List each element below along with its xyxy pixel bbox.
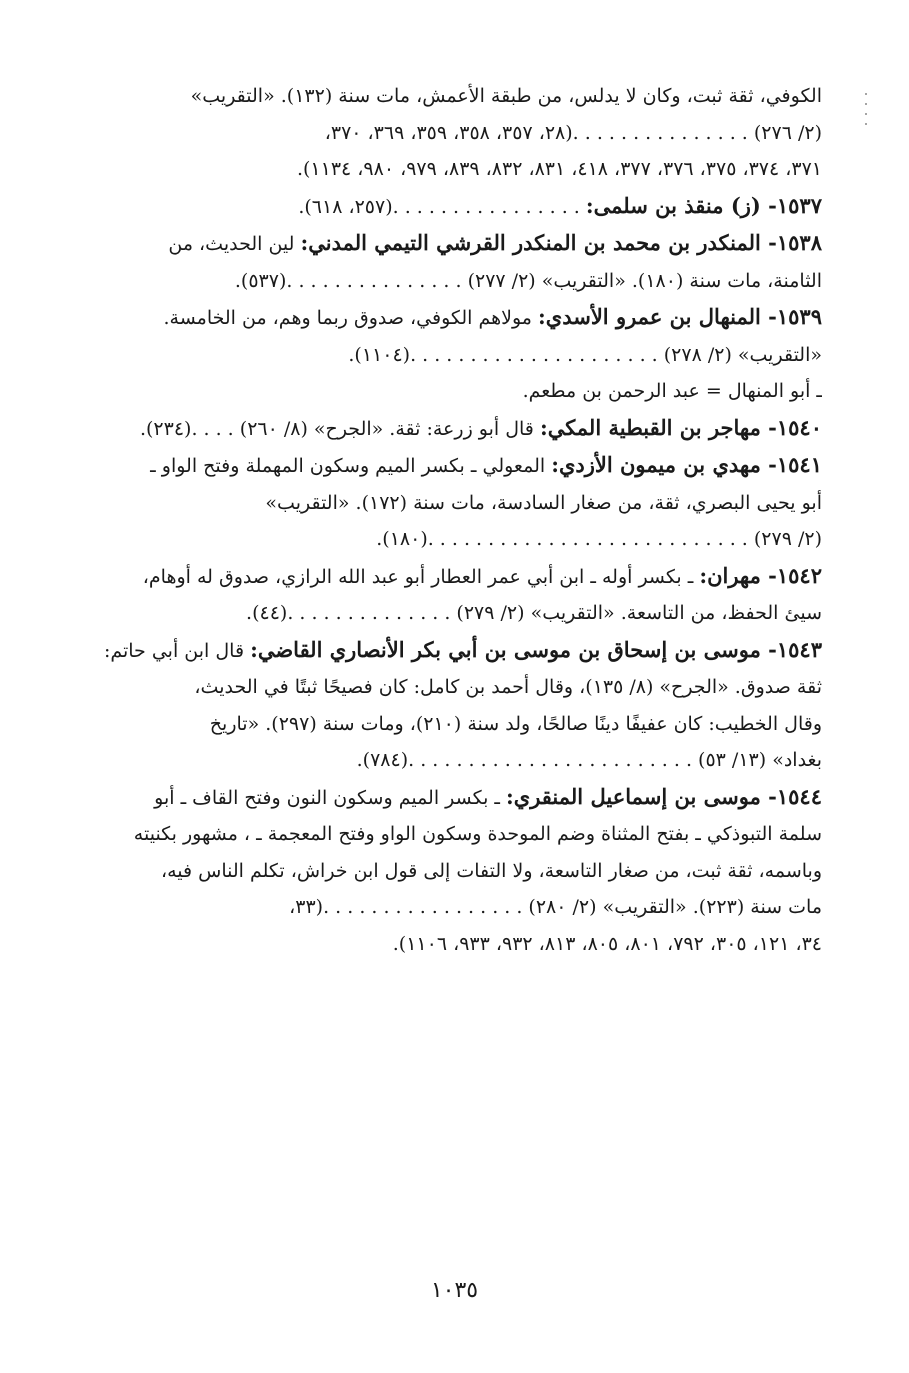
margin-specks bbox=[865, 85, 871, 145]
text-line: الكوفي، ثقة ثبت، وكان لا يدلس، من طبقة الأعمش، مات سنة (١٣٢). «التقريب» bbox=[190, 85, 822, 107]
entry-heading-line bbox=[100, 299, 822, 337]
narrator-name: مهاجر بن القبطية المكي: bbox=[539, 414, 761, 440]
text-line: سلمة التبوذكي ـ بفتح المثناة وضم الموحدة وسكون الواو وفتح المعجمة ـ ، مشهور بكنيته bbox=[133, 823, 822, 845]
text-line: أبو يحيى البصري، ثقة، من صغار السادسة، مات سنة (١٧٢). «التقريب» bbox=[265, 491, 822, 514]
entry bbox=[100, 225, 822, 299]
entry-text: لين الحديث، من bbox=[168, 233, 301, 255]
entry-number: ١٥٣٩- bbox=[760, 304, 822, 329]
text-line: ثقة صدوق. «الجرح» (٨/ ١٣٥)، وقال أحمد بن كامل: كان فصيحًا ثبتًا في الحديث، bbox=[194, 676, 822, 698]
entry-heading-line bbox=[100, 410, 822, 448]
entry-heading-line bbox=[100, 779, 822, 817]
entry-number: ١٥٤٠- bbox=[760, 414, 822, 440]
entry-text: قال أبو زرعة: ثقة. «الجرح» (٨/ ٢٦٠) . . . .(٢٣٤). bbox=[139, 417, 540, 440]
entry-text: ـ بكسر الميم وسكون النون وفتح القاف ـ أبو bbox=[154, 786, 507, 809]
entry-heading-line bbox=[100, 632, 822, 670]
entry-text: قال ابن أبي حاتم: bbox=[103, 639, 251, 662]
text-line: بغداد» (١٣/ ٥٣) . . . . . . . . . . . . . . . . . . . . . . . .(٧٨٤). bbox=[356, 749, 822, 771]
entry-number: ١٥٣٨- bbox=[760, 230, 822, 255]
entry-heading-line bbox=[100, 558, 822, 596]
narrator-name: المنكدر بن محمد بن المنكدر القرشي التيمي المدني: bbox=[300, 230, 761, 255]
entry-heading-line bbox=[100, 225, 822, 263]
entry-text: . . . . . . . . . . . . . . . .(٢٥٧، ٦١٨). bbox=[298, 195, 586, 218]
text-line: ٣٤، ١٢١، ٣٠٥، ٧٩٢، ٨٠١، ٨٠٥، ٨١٣، ٩٣٢، ٩٣٣، ١١٠٦). bbox=[392, 932, 822, 955]
text-line: مات سنة (٢٢٣). «التقريب» (٢/ ٢٨٠) . . . . . . . . . . . . . . . . .(٣٣، bbox=[289, 896, 822, 918]
text-line: وقال الخطيب: كان عفيفًا دينًا صالحًا، ولد سنة (٢١٠)، ومات سنة (٢٩٧). «تاريخ bbox=[209, 712, 822, 735]
text-line: (٢/ ٢٧٩) . . . . . . . . . . . . . . . . . . . . . . . . . . .(١٨٠). bbox=[376, 528, 822, 550]
entry-text: المعولي ـ بكسر الميم وسكون المهملة وفتح الواو ـ bbox=[150, 455, 552, 477]
entry-number: ١٥٤٣- bbox=[760, 636, 822, 662]
entry bbox=[100, 188, 822, 226]
entry bbox=[100, 410, 822, 448]
entry-text: ـ بكسر أوله ـ ابن أبي عمر العطار أبو عبد الله الرازي، صدوق له أوهام، bbox=[142, 565, 700, 588]
page-number: ١٠٣٥ bbox=[430, 1278, 479, 1303]
text-line: ـ أبو المنهال = عبد الرحمن بن مطعم. bbox=[522, 380, 822, 402]
narrator-name: موسى بن إسماعيل المنقري: bbox=[506, 783, 761, 809]
entry-number: ١٥٤٤- bbox=[760, 783, 822, 809]
entry-heading-line bbox=[100, 188, 822, 226]
entry bbox=[100, 447, 822, 558]
entry-number: ١٥٤١- bbox=[760, 452, 822, 477]
text-line: ٣٧١، ٣٧٤، ٣٧٥، ٣٧٦، ٣٧٧، ٤١٨، ٨٣١، ٨٣٢، ٨٣٩، ٩٧٩، ٩٨٠، ١١٣٤). bbox=[296, 158, 822, 180]
narrator-name: موسى بن إسحاق بن موسى بن أبي بكر الأنصاري القاضي: bbox=[250, 636, 761, 662]
entry-text: مولاهم الكوفي، صدوق ربما وهم، من الخامسة. bbox=[163, 307, 539, 329]
entry bbox=[100, 299, 822, 410]
entry-heading-line bbox=[100, 447, 822, 485]
narrator-name: مهران: bbox=[699, 562, 761, 588]
entry bbox=[100, 632, 822, 779]
page-body bbox=[100, 78, 822, 962]
text-line: سيئ الحفظ، من التاسعة. «التقريب» (٢/ ٢٧٩) . . . . . . . . . . . . . .(٤٤). bbox=[246, 602, 822, 624]
text-line: الثامنة، مات سنة (١٨٠). «التقريب» (٢/ ٢٧٧) . . . . . . . . . . . . . . .(٥٣٧). bbox=[234, 269, 822, 292]
entry-number: ١٥٤٢- bbox=[760, 562, 822, 588]
text-line: وباسمه، ثقة ثبت، من صغار التاسعة، ولا التفات إلى قول ابن خراش، تكلم الناس فيه، bbox=[160, 859, 822, 882]
narrator-name: مهدي بن ميمون الأزدي: bbox=[551, 452, 761, 477]
entry-number: ١٥٣٧- bbox=[760, 192, 822, 218]
entry bbox=[100, 779, 822, 963]
text-line: «التقريب» (٢/ ٢٧٨) . . . . . . . . . . . . . . . . . . . . .(١١٠٤). bbox=[348, 343, 822, 366]
entry bbox=[100, 78, 822, 188]
narrator-name: المنهال بن عمرو الأسدي: bbox=[538, 304, 761, 329]
text-line: (٢/ ٢٧٦) . . . . . . . . . . . . . . .(٢٨، ٣٥٧، ٣٥٨، ٣٥٩، ٣٦٩، ٣٧٠، bbox=[324, 121, 822, 144]
narrator-name: (ز) منقذ بن سلمى: bbox=[585, 192, 761, 218]
entry bbox=[100, 558, 822, 632]
